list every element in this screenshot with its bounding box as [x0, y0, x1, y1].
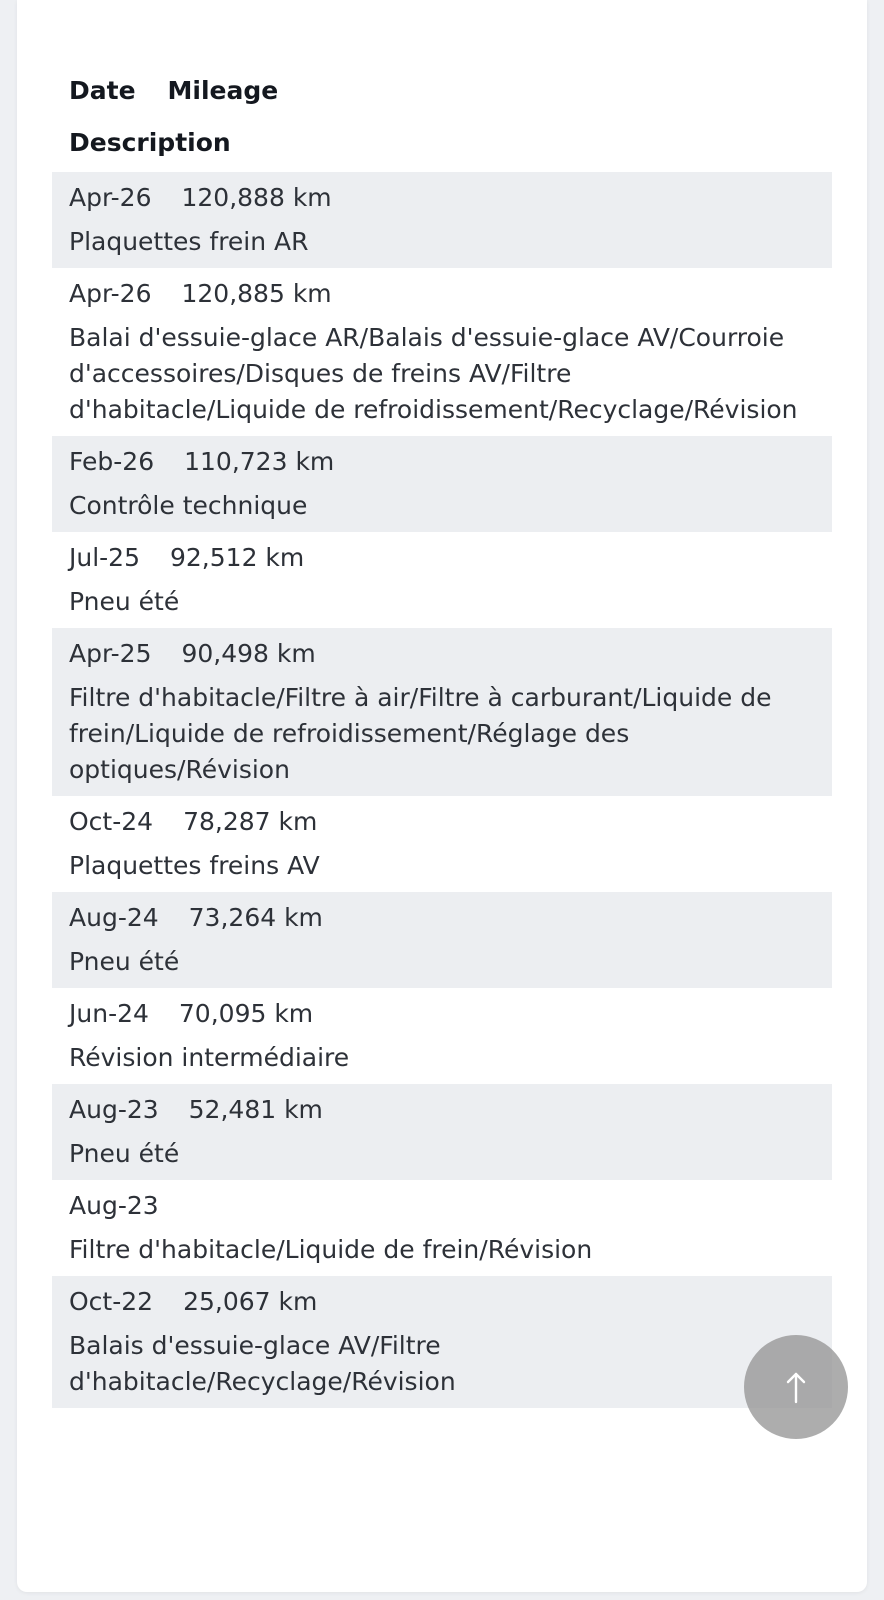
- row-mileage: 120,885 km: [181, 279, 332, 308]
- row-description: Pneu été: [69, 947, 180, 976]
- row-date: Aug-23: [69, 1095, 159, 1124]
- row-mileage: 52,481 km: [188, 1095, 323, 1124]
- row-description: Filtre d'habitacle/Liquide de frein/Révision: [69, 1235, 593, 1264]
- row-description: Balai d'essuie-glace AR/Balais d'essuie-glace AV/Courroie d'accessoires/Disques de freins AV/Filtre d'habitacle/Liquide de refroidissement/Recyclage/Révision: [69, 323, 798, 424]
- row-description: Contrôle technique: [69, 491, 308, 520]
- row-description: Pneu été: [69, 1139, 180, 1168]
- row-meta: [69, 1280, 815, 1324]
- description-column-header: Description: [69, 128, 231, 157]
- row-mileage: 110,723 km: [184, 447, 335, 476]
- row-date: Oct-24: [69, 807, 154, 836]
- table-row: [52, 628, 832, 796]
- row-meta: [69, 272, 815, 316]
- row-mileage: 78,287 km: [183, 807, 318, 836]
- scroll-to-top-button[interactable]: [744, 1335, 848, 1439]
- row-mileage: 120,888 km: [181, 183, 332, 212]
- service-history-table: [52, 68, 832, 1408]
- table-row: [52, 268, 832, 436]
- row-date: Jul-25: [69, 543, 140, 572]
- table-row: [52, 796, 832, 892]
- date-column-header: Date: [69, 76, 136, 105]
- row-meta: [69, 800, 815, 844]
- row-mileage: 92,512 km: [170, 543, 305, 572]
- row-meta: [69, 1088, 815, 1132]
- row-mileage: 25,067 km: [183, 1287, 318, 1316]
- row-description: Pneu été: [69, 587, 180, 616]
- table-row: [52, 532, 832, 628]
- row-description: Balais d'essuie-glace AV/Filtre d'habitacle/Recyclage/Révision: [69, 1331, 456, 1396]
- row-date: Aug-23: [69, 1191, 159, 1220]
- table-row: [52, 988, 832, 1084]
- row-mileage: 90,498 km: [181, 639, 316, 668]
- table-row: [52, 172, 832, 268]
- table-row: [52, 1276, 832, 1408]
- row-mileage: 70,095 km: [178, 999, 314, 1028]
- row-date: Apr-26: [69, 279, 152, 308]
- row-date: Apr-25: [69, 639, 152, 668]
- table-row: [52, 436, 832, 532]
- table-row: [52, 1180, 832, 1276]
- row-description: Plaquettes frein AR: [69, 227, 309, 256]
- row-date: Aug-24: [69, 903, 159, 932]
- row-description: Filtre d'habitacle/Filtre à air/Filtre à carburant/Liquide de frein/Liquide de refroidissement/Réglage des optiques/Révision: [69, 683, 772, 784]
- row-meta: [69, 632, 815, 676]
- row-meta: [69, 1184, 815, 1228]
- row-date: Apr-26: [69, 183, 152, 212]
- mileage-column-header: Mileage: [167, 76, 279, 105]
- row-meta: [69, 992, 815, 1036]
- row-meta: [69, 896, 815, 940]
- row-description: Plaquettes freins AV: [69, 851, 320, 880]
- table-header: [52, 68, 832, 172]
- table-body: [52, 172, 832, 1408]
- table-row: [52, 892, 832, 988]
- row-date: Feb-26: [69, 447, 155, 476]
- arrow-up-icon: [784, 1370, 808, 1404]
- row-meta: [69, 440, 815, 484]
- row-meta: [69, 536, 815, 580]
- row-description: Révision intermédiaire: [69, 1043, 350, 1072]
- service-history-card: [17, 0, 867, 1592]
- row-date: Jun-24: [69, 999, 149, 1028]
- table-row: [52, 1084, 832, 1180]
- row-date: Oct-22: [69, 1287, 154, 1316]
- row-meta: [69, 176, 815, 220]
- row-mileage: 73,264 km: [188, 903, 323, 932]
